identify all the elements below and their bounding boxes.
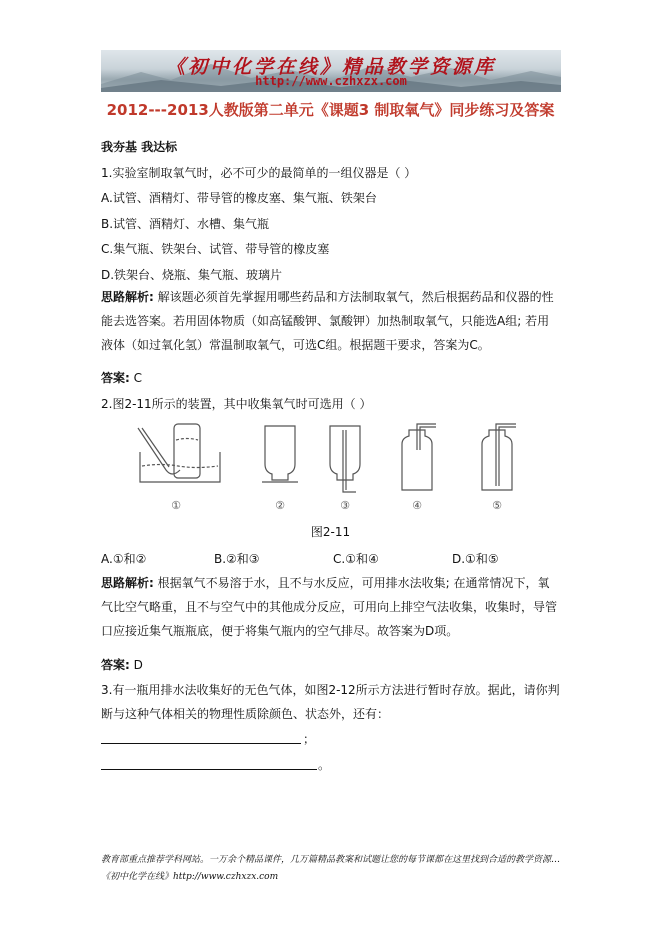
q1-stem: 1.实验室制取氧气时，必不可少的最简单的一组仪器是（ ） (101, 166, 417, 180)
q1-answer-value: C (129, 371, 143, 385)
inverted-bottle-icon (262, 426, 298, 482)
q2-answer (101, 656, 143, 673)
header-banner (101, 50, 561, 92)
q1-option-d: D.铁架台、烧瓶、集气瓶、玻璃片 (101, 268, 283, 282)
figure-label-3: ③ (340, 499, 350, 512)
q2-analysis-label: 思路解析: (101, 576, 154, 590)
q1-answer (101, 369, 142, 386)
q1-analysis-label: 思路解析: (101, 290, 154, 304)
figure-label-5: ⑤ (492, 499, 502, 512)
water-trough-apparatus-icon (138, 424, 220, 482)
page-footer: 教育部重点推荐学科网站。一万余个精品课件，几万篇精品教案和试题让您的每节课都在这里找到合适的教学资源…《初中化学在线》http://www.czhxzx.com (101, 855, 561, 882)
q2-analysis (101, 571, 561, 643)
q3-answer-blank-1[interactable] (101, 729, 301, 744)
q1-answer-label: 答案: (101, 371, 130, 385)
document-title: 2012---2013人教版第二单元《课题3 制取氧气》同步练习及答案 (106, 101, 555, 119)
q2-option-a: A.①和② (101, 552, 147, 566)
q2-option-b: B.②和③ (214, 552, 260, 566)
q3-stem: 3.有一瓶用排水法收集好的无色气体，如图2-12所示方法进行暂时存放。据此，请你判断与这种气体相关的物理性质除颜色、状态外，还有： (101, 683, 560, 721)
figure-label-4: ④ (412, 499, 422, 512)
q1-option-b: B.试管、酒精灯、水槽、集气瓶 (101, 217, 270, 231)
upright-bottle-long-tube-icon (482, 424, 516, 490)
q1-option-a: A.试管、酒精灯、带导管的橡皮塞、集气瓶、铁架台 (101, 191, 377, 205)
q2-option-c: C.①和④ (333, 552, 379, 566)
q1-analysis (101, 285, 561, 357)
banner-url[interactable]: http://www.czhxzx.com (255, 74, 407, 88)
q3-answer-blank-2[interactable] (101, 755, 317, 770)
inverted-bottle-tube-icon (330, 426, 360, 492)
q2-analysis-text: 根据氧气不易溶于水，且不与水反应，可用排水法收集; 在通常情况下，氧气比空气略重，且不与空气中的其他成分反应，可用向上排空气法收集，收集时，导管口应接近集气瓶瓶底，便于将集气瓶内的空气排尽。故答案为D项。 (101, 576, 558, 638)
q1-option-c: C.集气瓶、铁架台、试管、带导管的橡皮塞 (101, 242, 330, 256)
figure-label-1: ① (171, 499, 181, 512)
q2-option-d: D.①和⑤ (452, 552, 499, 566)
section-heading: 我夯基 我达标 (101, 140, 178, 154)
upright-bottle-short-tube-icon (402, 424, 436, 490)
q2-answer-value: D (129, 658, 143, 672)
q1-analysis-text: 解该题必须首先掌握用哪些药品和方法制取氧气，然后根据药品和仪器的性能去选答案。若用固体物质（如高锰酸钾、氯酸钾）加热制取氧气，只能选A组; 若用液体（如过氧化氢）常温制取氧气，可选C组。根据题干要求，答案为C。 (101, 290, 554, 352)
q2-answer-label: 答案: (101, 658, 130, 672)
q3-blank-1-end: ； (303, 732, 316, 746)
q3-blank-2-end: 。 (318, 758, 331, 772)
figure-caption: 图2-11 (310, 525, 351, 539)
banner-title: 《初中化学在线》精品教学资源库 (165, 56, 496, 78)
apparatus-figure (130, 420, 530, 516)
q2-stem: 2.图2-11所示的装置，其中收集氧气时可选用（ ） (101, 397, 372, 411)
figure-label-2: ② (275, 499, 285, 512)
